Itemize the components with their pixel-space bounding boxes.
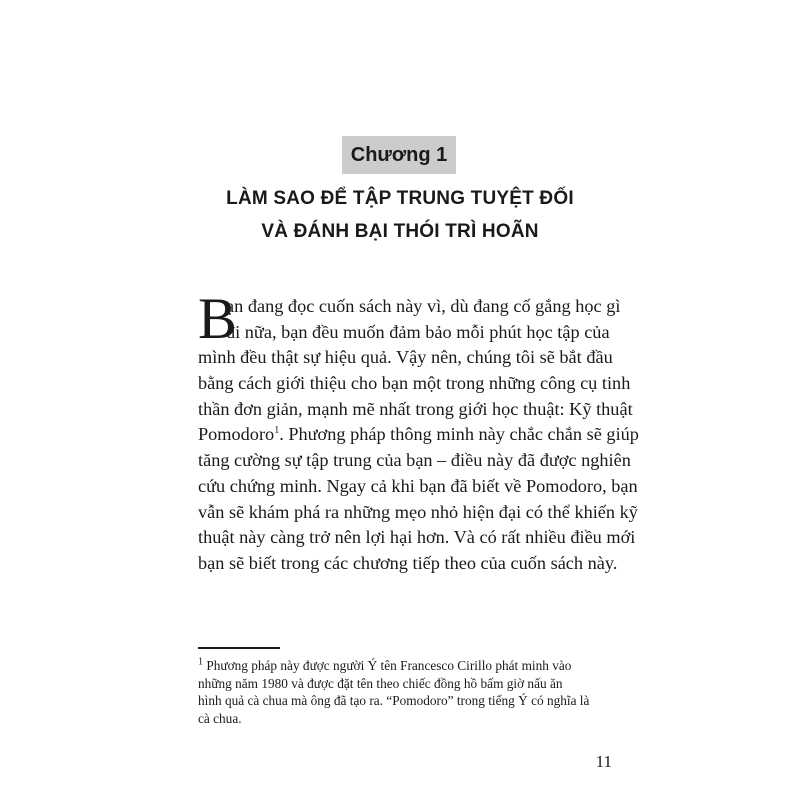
body-line: đi nữa, bạn đều muốn đảm bảo mỗi phút học tập của — [226, 321, 610, 342]
body-line: vẫn sẽ khám phá ra những mẹo nhỏ hiện đại có thể khiến kỹ — [198, 501, 638, 522]
chapter-title-line: LÀM SAO ĐỂ TẬP TRUNG TUYỆT ĐỐI — [226, 188, 574, 209]
chapter-title-line: VÀ ĐÁNH BẠI THÓI TRÌ HOÃN — [261, 221, 539, 242]
body-line: cứu chứng minh. Ngay cả khi bạn đã biết về Pomodoro, bạn — [198, 475, 638, 496]
chapter-label — [342, 136, 456, 174]
body-line: ạn đang đọc cuốn sách này vì, dù đang cố gắng học gì — [226, 296, 621, 316]
chapter-title — [200, 182, 600, 248]
footnote-reference[interactable]: 1 — [274, 425, 280, 437]
drop-cap: B — [198, 286, 237, 351]
footnote-marker: 1 — [198, 656, 203, 668]
footnote-line: cà chua. — [198, 710, 242, 726]
footnote-line: hình quả cà chua mà ông đã tạo ra. “Pomodoro” trong tiếng Ý có nghĩa là — [198, 693, 590, 708]
body-line: thuật này càng trở nên lợi hại hơn. Và có rất nhiều điều mới — [198, 527, 636, 548]
body-line: mình đều thật sự hiệu quả. Vậy nên, chúng tôi sẽ bắt đầu — [198, 347, 613, 368]
chapter-label-text: Chương 1 — [350, 143, 448, 166]
body-line: tăng cường sự tập trung của bạn – điều này đã được nghiên — [198, 450, 631, 471]
footnote-line — [198, 657, 608, 675]
footnote-text: Phương pháp này được người Ý tên Francesco Cirillo phát minh vào — [203, 658, 572, 673]
body-line — [198, 422, 639, 448]
page-number: 11 — [595, 752, 612, 771]
body-paragraph — [198, 286, 639, 577]
body-line: bạn sẽ biết trong các chương tiếp theo của cuốn sách này. — [198, 552, 618, 573]
body-line-text: . Phương pháp thông minh này chắc chắn sẽ giúp — [279, 424, 639, 445]
footnote — [198, 657, 608, 727]
footnote-divider — [198, 647, 280, 649]
footnote-line: những năm 1980 và được đặt tên theo chiếc đồng hồ bấm giờ nấu ăn — [198, 675, 563, 691]
body-line: bằng cách giới thiệu cho bạn một trong những công cụ tinh — [198, 373, 631, 394]
body-line-text: Pomodoro — [198, 424, 275, 445]
body-line: thần đơn giản, mạnh mẽ nhất trong giới học thuật: Kỹ thuật — [198, 398, 633, 419]
